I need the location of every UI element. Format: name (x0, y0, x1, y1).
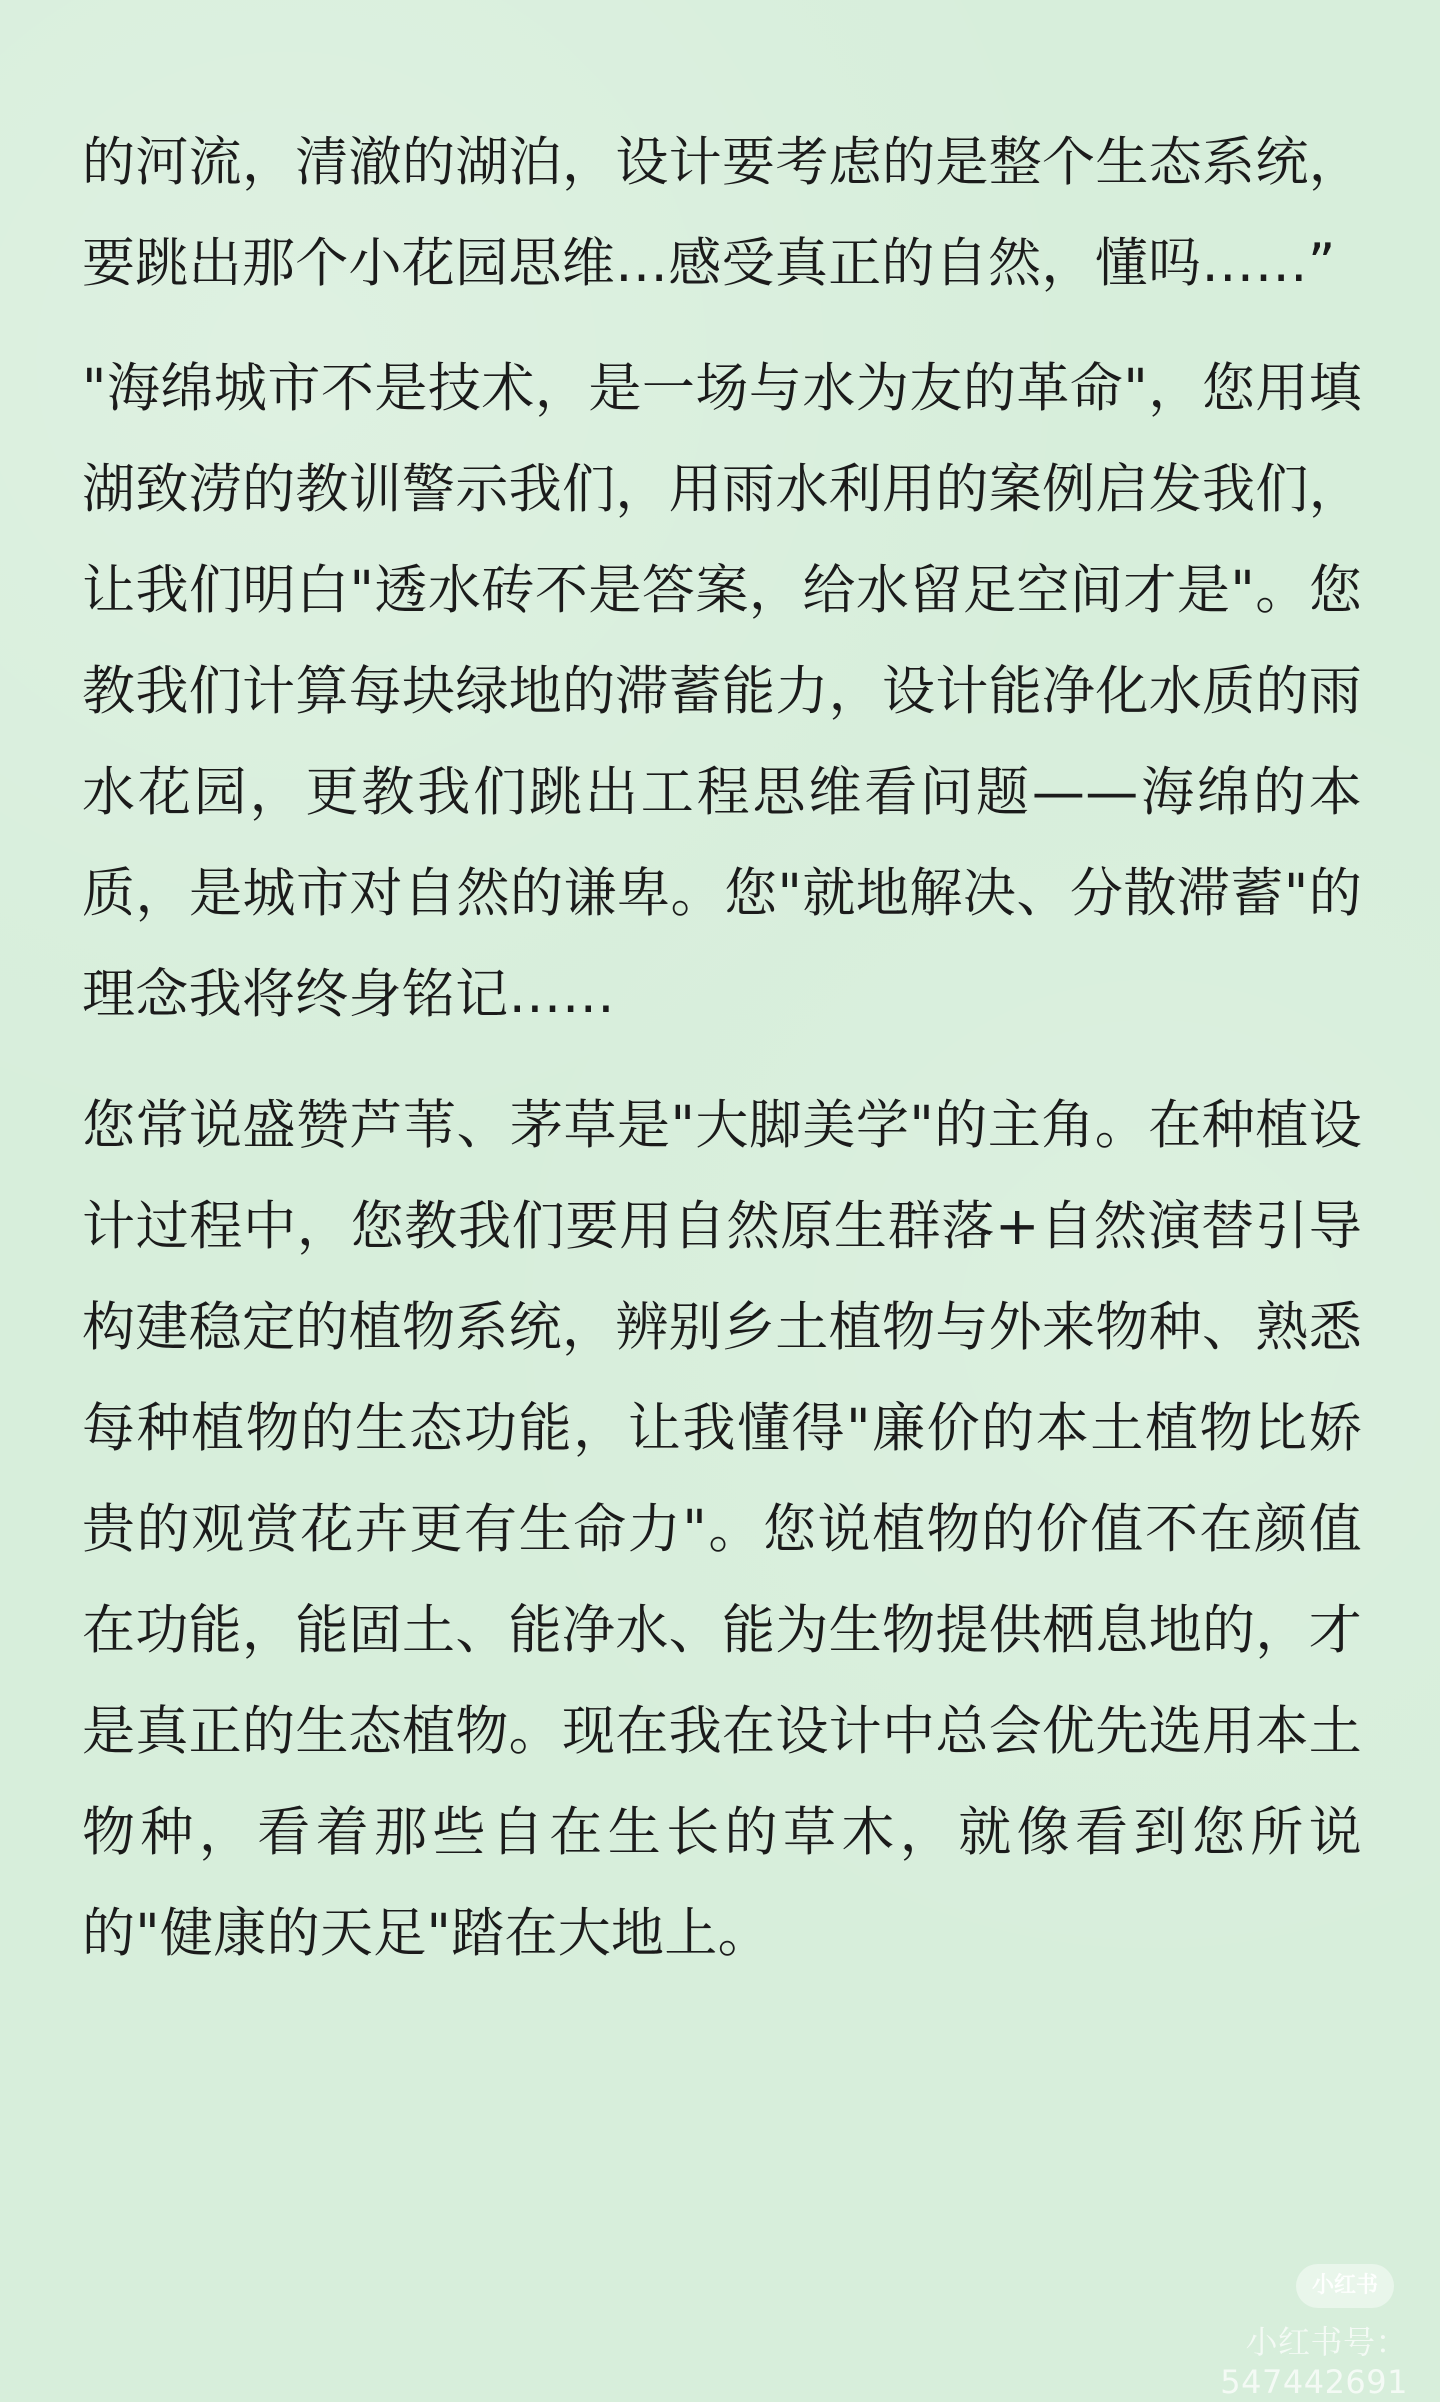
xiaohongshu-user-id-watermark: 小红书号：547442691 (1220, 2323, 1408, 2401)
paragraph-spacer (82, 314, 1362, 338)
article-paragraph-2: "海绵城市不是技术，是一场与水为友的革命"，您用填湖致涝的教训警示我们，用雨水利用的案例启发我们，让我们明白"透水砖不是答案，给水留足空间才是"。您教我们计算每块绿地的滞蓄能力，设计能净化水质的雨水花园，更教我们跳出工程思维看问题——海绵的本质，是城市对自然的谦卑。您"就地解决、分散滞蓄"的理念我将终身铭记…… (82, 358, 1362, 1025)
article-paragraph-1: 的河流，清澈的湖泊，设计要考虑的是整个生态系统，要跳出那个小花园思维…感受真正的自然，懂吗……” (82, 132, 1362, 294)
paragraph-spacer (82, 1045, 1362, 1075)
xiaohongshu-watermark-logo: 小红书 (1296, 2264, 1394, 2308)
article-paragraph-3: 您常说盛赞芦苇、茅草是"大脚美学"的主角。在种植设计过程中，您教我们要用自然原生群落+自然演替引导构建稳定的植物系统，辨别乡土植物与外来物种、熟悉每种植物的生态功能，让我懂得"廉价的本土植物比娇贵的观赏花卉更有生命力"。您说植物的价值不在颜值在功能，能固土、能净水、能为生物提供栖息地的，才是真正的生态植物。现在我在设计中总会优先选用本土物种，看着那些自在生长的草木，就像看到您所说的"健康的天足"踏在大地上。 (82, 1095, 1362, 1964)
article-content (82, 112, 1362, 1984)
